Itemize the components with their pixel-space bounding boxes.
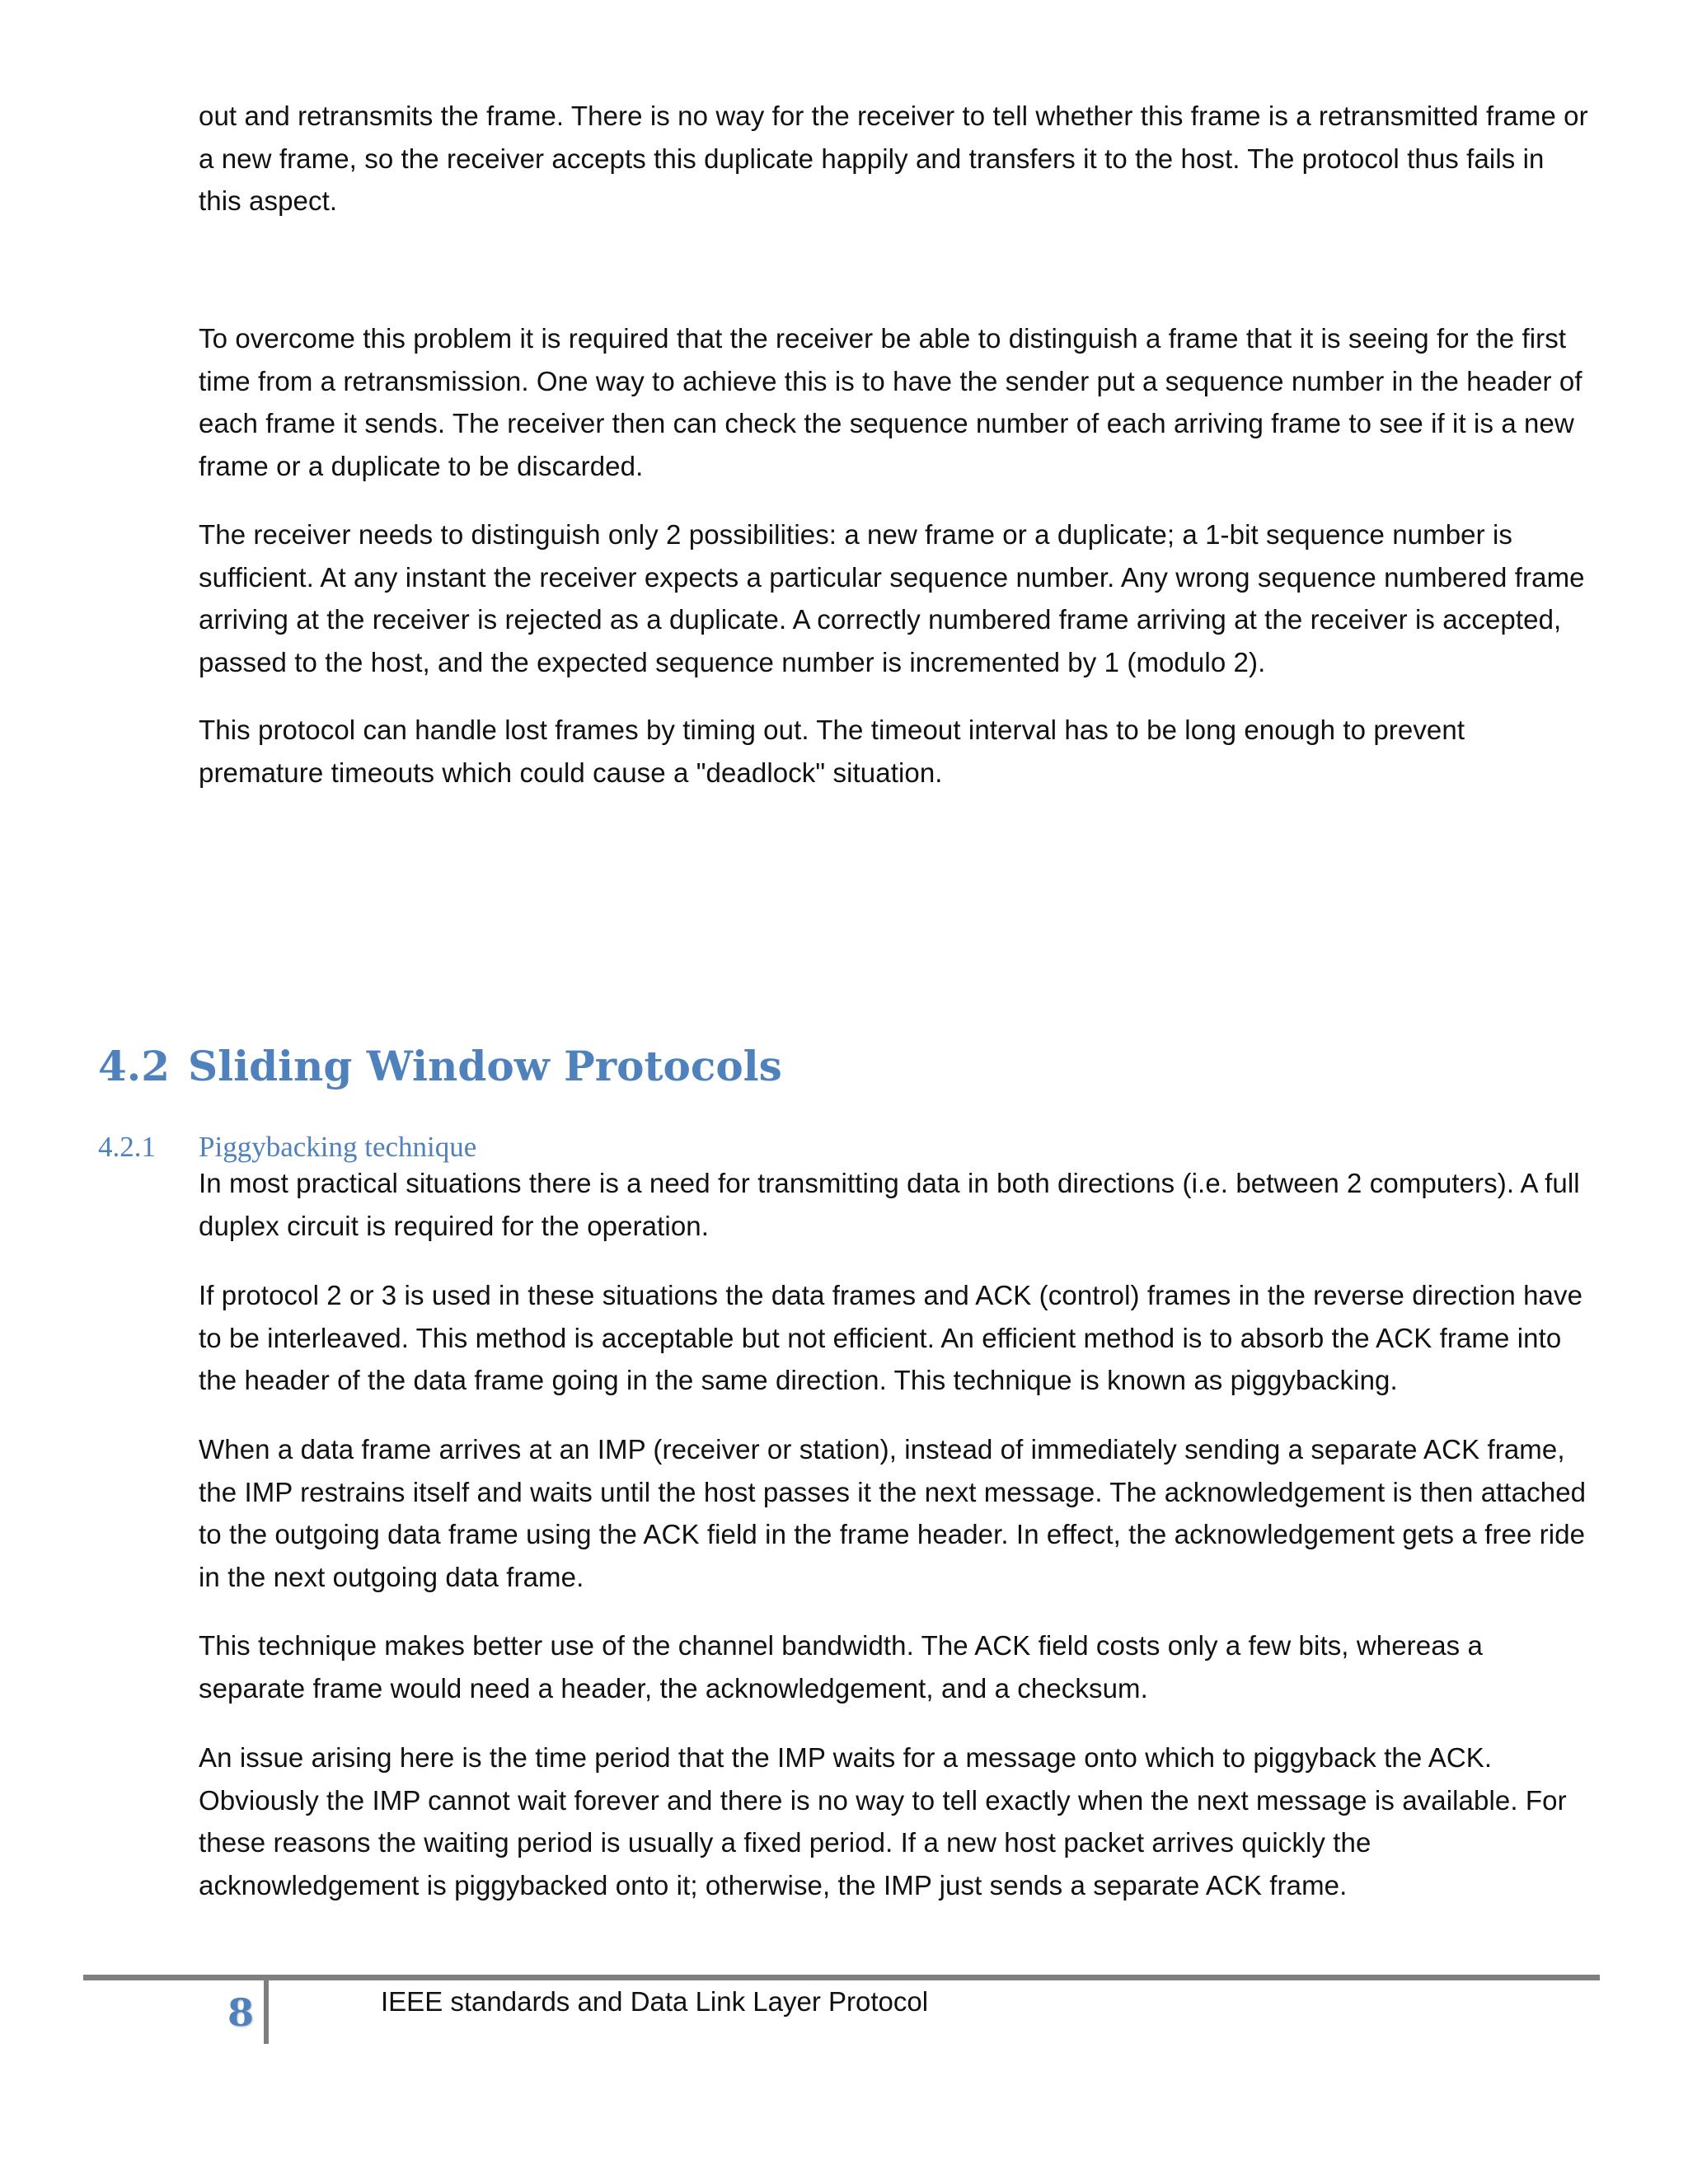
paragraph-retransmission: out and retransmits the frame. There is no way for the receiver to tell whether this frame is a retransmitted frame or a new frame, so the receiver accepts this duplicate happily and transfers it to the host. The protocol thus fails in this aspect. <box>199 101 1588 216</box>
paragraph-duplex: In most practical situations there is a need for transmitting data in both directions (i.e. between 2 computers). A full duplex circuit is required for the operation. <box>199 1168 1580 1241</box>
footer-divider <box>83 1975 1600 1980</box>
paragraph-imp-restrains: When a data frame arrives at an IMP (receiver or station), instead of immediately sending a separate ACK frame, the IMP restrains itself and waits until the host passes it the next message. The acknowledgement is then attached to the outgoing data frame using the ACK field in the frame header. In effect, the acknowledgement gets a free ride in the next outgoing data frame. <box>199 1434 1587 1592</box>
paragraph-sequence-number: To overcome this problem it is required that the receiver be able to distinguish a frame that it is seeing for the first time from a retransmission. One way to achieve this is to have the sender put a sequence number in the header of each frame it sends. The receiver then can check the sequence number of each arriving frame to see if it is a new frame or a duplicate to be discarded. <box>199 323 1582 481</box>
subsection-number: 4.2.1 <box>98 1131 156 1163</box>
paragraph-bandwidth: This technique makes better use of the channel bandwidth. The ACK field costs only a few bits, whereas a separate frame would need a header, the acknowledgement, and a checksum. <box>199 1630 1483 1704</box>
paragraph-waiting-period: An issue arising here is the time period that the IMP waits for a message onto which to piggyback the ACK. Obviously the IMP cannot wait forever and there is no way to tell exactly when the next message is available. For these reasons the waiting period is usually a fixed period. If a new host packet arrives quickly the acknowledgement is piggybacked onto it; otherwise, the IMP just sends a separate ACK frame. <box>199 1742 1567 1900</box>
page-number: 8 <box>227 1990 255 2035</box>
subsection-title: Piggybacking technique <box>199 1131 477 1163</box>
section-heading <box>98 1040 782 1093</box>
section-number: 4.2 <box>98 1042 170 1090</box>
paragraph-piggybacking-definition: If protocol 2 or 3 is used in these situations the data frames and ACK (control) frames in the reverse direction have to be interleaved. This method is acceptable but not efficient. An efficient method is to absorb the ACK frame into the header of the data frame going in the same direction. This technique is known as piggybacking. <box>199 1280 1583 1395</box>
footer-page-separator <box>264 1980 269 2044</box>
paragraph-timeout: This protocol can handle lost frames by timing out. The timeout interval has to be long enough to prevent premature timeouts which could cause a "deadlock" situation. <box>199 715 1465 788</box>
subsection-heading <box>98 1129 476 1165</box>
footer-document-title: IEEE standards and Data Link Layer Protocol <box>381 1986 929 2017</box>
paragraph-one-bit-sequence: The receiver needs to distinguish only 2 possibilities: a new frame or a duplicate; a 1-bit sequence number is sufficient. At any instant the receiver expects a particular sequence number. Any wrong sequence numbered frame arriving at the receiver is rejected as a duplicate. A correctly numbered frame arriving at the receiver is accepted, passed to the host, and the expected sequence number is incremented by 1 (modulo 2). <box>199 519 1585 677</box>
section-title: Sliding Window Protocols <box>188 1042 782 1090</box>
